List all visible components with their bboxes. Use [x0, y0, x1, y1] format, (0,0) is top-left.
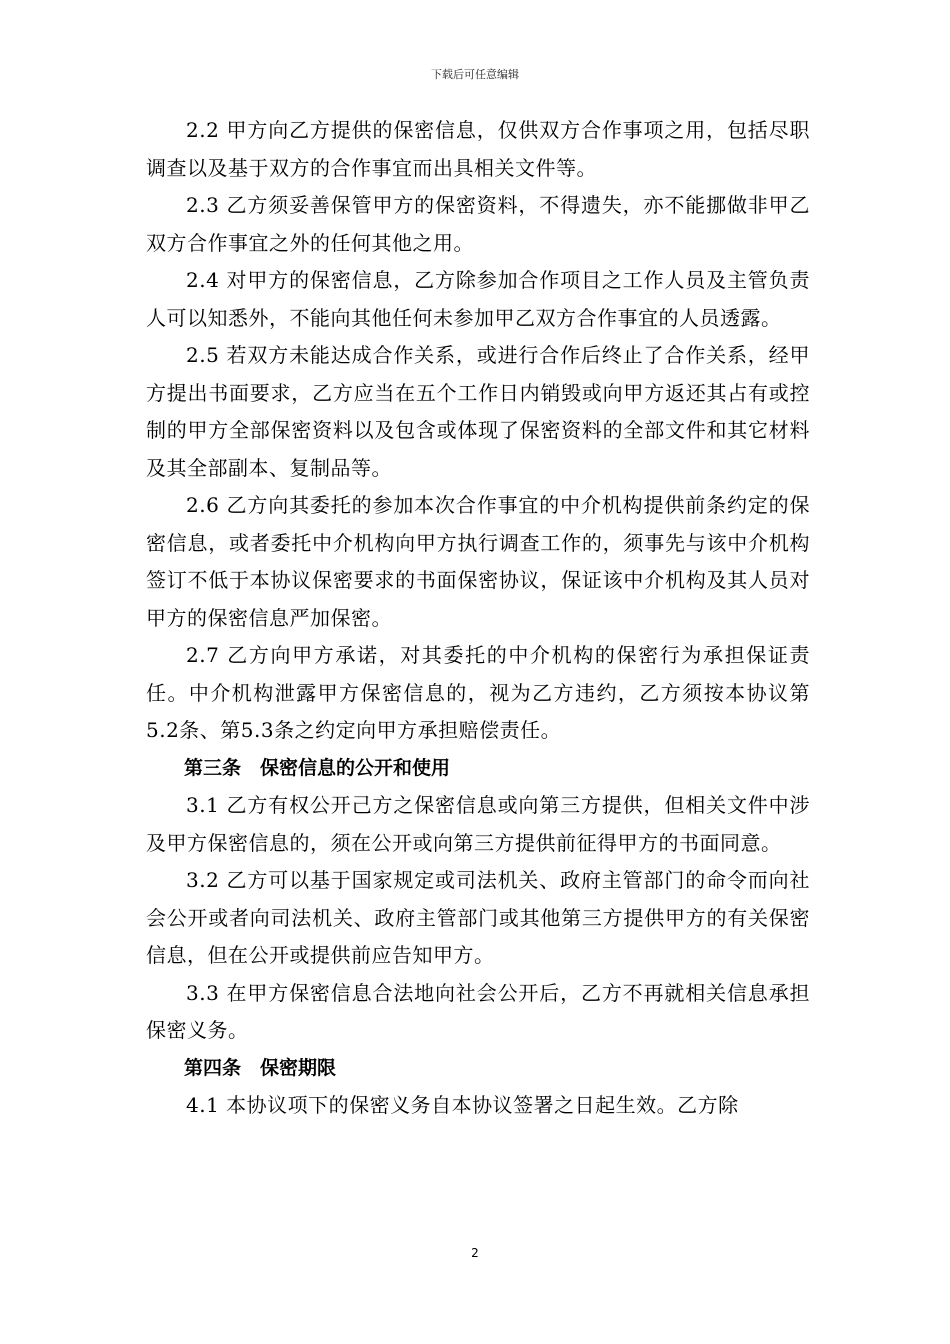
clause-2-6: 2.6 乙方向其委托的参加本次合作事宜的中介机构提供前条约定的保密信息，或者委托中介机构向甲方执行调查工作的，须事先与该中介机构签订不低于本协议保密要求的书面保密协议，保证该中介机构及其人员对甲方的保密信息严加保密。: [146, 493, 810, 630]
section-heading-4: 第四条 保密期限: [184, 1056, 337, 1079]
page-number: 2: [471, 1246, 479, 1260]
clause-2-5: 2.5 若双方未能达成合作关系，或进行合作后终止了合作关系，经甲方提出书面要求，乙方应当在五个工作日内销毁或向甲方返还其占有或控制的甲方全部保密资料以及包含或体现了保密资料的全部文件和其它材料及其全部副本、复制品等。: [146, 343, 810, 480]
section-heading-3: 第三条 保密信息的公开和使用: [184, 756, 451, 779]
document-body: [146, 112, 810, 1125]
page-header: 下载后可任意编辑: [431, 68, 519, 81]
clause-2-2: 2.2 甲方向乙方提供的保密信息，仅供双方合作事项之用，包括尽职调查以及基于双方的合作事宜而出具相关文件等。: [146, 118, 810, 180]
clause-2-7: 2.7 乙方向甲方承诺，对其委托的中介机构的保密行为承担保证责任。中介机构泄露甲方保密信息的，视为乙方违约，乙方须按本协议第5.2条、第5.3条之约定向甲方承担赔偿责任。: [146, 643, 810, 742]
clause-3-1: 3.1 乙方有权公开己方之保密信息或向第三方提供，但相关文件中涉及甲方保密信息的，须在公开或向第三方提供前征得甲方的书面同意。: [146, 793, 810, 855]
clause-2-3: 2.3 乙方须妥善保管甲方的保密资料，不得遗失，亦不能挪做非甲乙双方合作事宜之外的任何其他之用。: [146, 193, 810, 255]
clause-2-4: 2.4 对甲方的保密信息，乙方除参加合作项目之工作人员及主管负责人可以知悉外，不能向其他任何未参加甲乙双方合作事宜的人员透露。: [146, 268, 810, 330]
clause-3-2: 3.2 乙方可以基于国家规定或司法机关、政府主管部门的命令而向社会公开或者向司法机关、政府主管部门或其他第三方提供甲方的有关保密信息，但在公开或提供前应告知甲方。: [146, 868, 810, 967]
clause-4-1: 4.1 本协议项下的保密义务自本协议签署之日起生效。乙方除: [186, 1093, 739, 1117]
clause-3-3: 3.3 在甲方保密信息合法地向社会公开后，乙方不再就相关信息承担保密义务。: [146, 980, 810, 1042]
